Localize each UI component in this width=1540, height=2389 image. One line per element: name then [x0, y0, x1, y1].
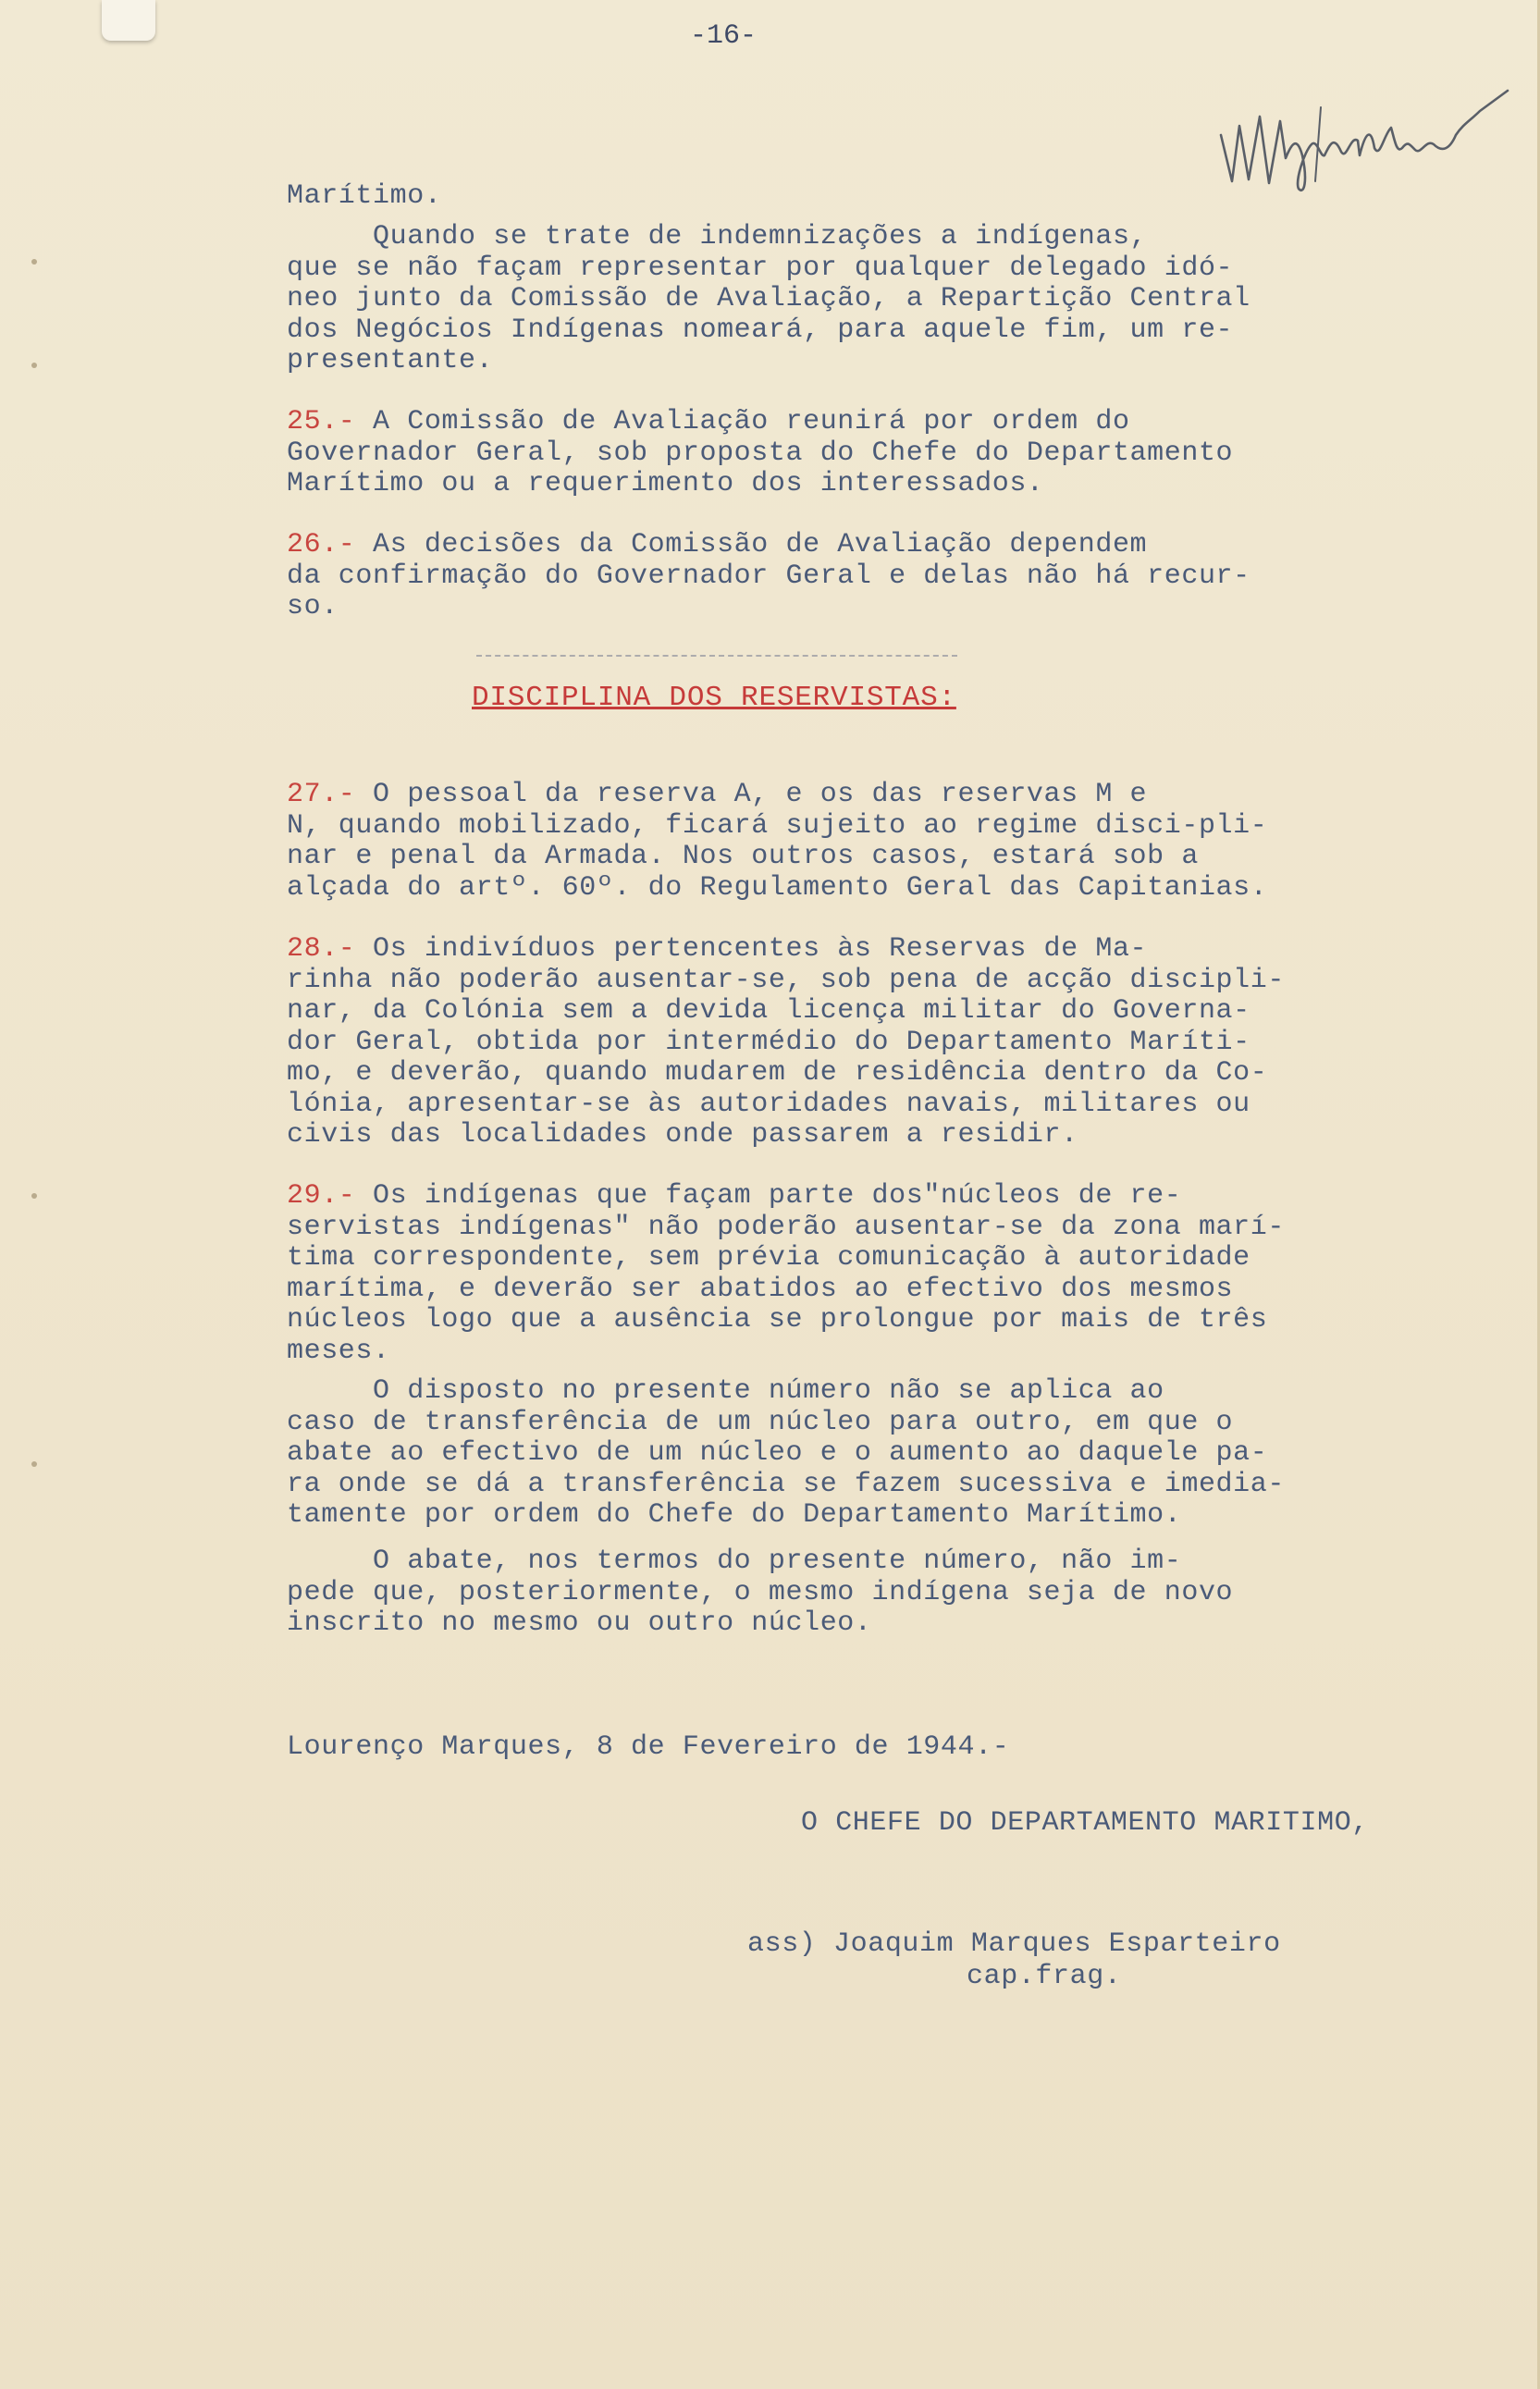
item-28 [287, 934, 1350, 1151]
item-26 [287, 530, 1350, 623]
item-29-text: Os indígenas que façam parte dos"núcleos de re- servistas indígenas" não poderão ausentar-se da zona marí- tima correspondente, sem prévia comunicação à autoridade marítima, e deverão ser abatidos ao efectivo dos mesmos núcleos logo que a ausência se prolongue por mais de três meses. [287, 1180, 1285, 1367]
punch-mark [31, 259, 37, 265]
item-28-number: 28.- [287, 933, 356, 965]
item-29-paragraph-2: O disposto no presente número não se aplica ao caso de transferência de um núcleo para outro, em que o abate ao efectivo de um núcleo e o aumento ao daquele pa- ra onde se dá a transferência se fazem sucessiva e imedia- tamente por ordem do Chefe do Departamento Marítimo. [287, 1375, 1285, 1531]
section-heading: DISCIPLINA DOS RESERVISTAS: [472, 682, 956, 714]
paper-clip-tab [102, 0, 155, 41]
signatory-name: ass) Joaquim Marques Esparteiro [747, 1928, 1281, 1960]
punch-mark [31, 1193, 37, 1199]
item-26-text: As decisões da Comissão de Avaliação dependem da confirmação do Governador Geral e delas não há recur- so. [287, 529, 1250, 622]
item-25-text: A Comissão de Avaliação reunirá por ordem do Governador Geral, sob proposta do Chefe do Departamento Marítimo ou a requerimento dos interessados. [287, 406, 1234, 499]
item-27 [287, 780, 1350, 904]
item-29-number: 29.- [287, 1180, 356, 1212]
item-27-text: O pessoal da reserva A, e os das reservas M e N, quando mobilizado, ficará sujeito ao regime disci‐pli- nar e penal da Armada. Nos outros casos, estará sob a alçada do artº. 60º. do Regulamento Geral das Capitanias. [287, 779, 1268, 904]
item-25 [287, 407, 1350, 500]
continuation-line: Marítimo. [287, 180, 442, 212]
indemnity-paragraph: Quando se trate de indemnizações a indígenas, que se não façam representar por qualquer delegado idó- neo junto da Comissão de Avaliação, a Repartição Central dos Negócios Indígenas nomeará, para aquele fim, um re- presentante. [287, 221, 1250, 376]
punch-mark [31, 363, 37, 368]
item-28-text: Os indivíduos pertencentes às Reservas de Ma- rinha não poderão ausentar-se, sob pena de acção discipli- nar, da Colónia sem a devida licença militar do Governa- dor Geral, obtida por intermédio do Departamento Maríti- mo, e deverão, quando mudarem de residência dentro da Co- lónia, apresentar-se às autoridades navais, militares ou civis das localidades onde passarem a residir. [287, 933, 1285, 1151]
item-29 [287, 1181, 1350, 1367]
handwritten-signature [1212, 70, 1517, 200]
item-27-number: 27.- [287, 779, 356, 810]
item-29-paragraph-3: O abate, nos termos do presente número, não im- pede que, posteriormente, o mesmo indígena seja de novo inscrito no mesmo ou outro núcleo. [287, 1545, 1234, 1639]
page-number: -16- [690, 20, 758, 52]
signatory-rank: cap.frag. [967, 1961, 1122, 1992]
item-26-number: 26.- [287, 529, 356, 560]
punch-mark [31, 1461, 37, 1467]
chief-title: O CHEFE DO DEPARTAMENTO MARITIMO, [801, 1807, 1369, 1839]
item-25-number: 25.- [287, 406, 356, 437]
place-and-date: Lourenço Marques, 8 de Fevereiro de 1944.- [287, 1731, 1010, 1763]
section-divider [476, 655, 957, 657]
